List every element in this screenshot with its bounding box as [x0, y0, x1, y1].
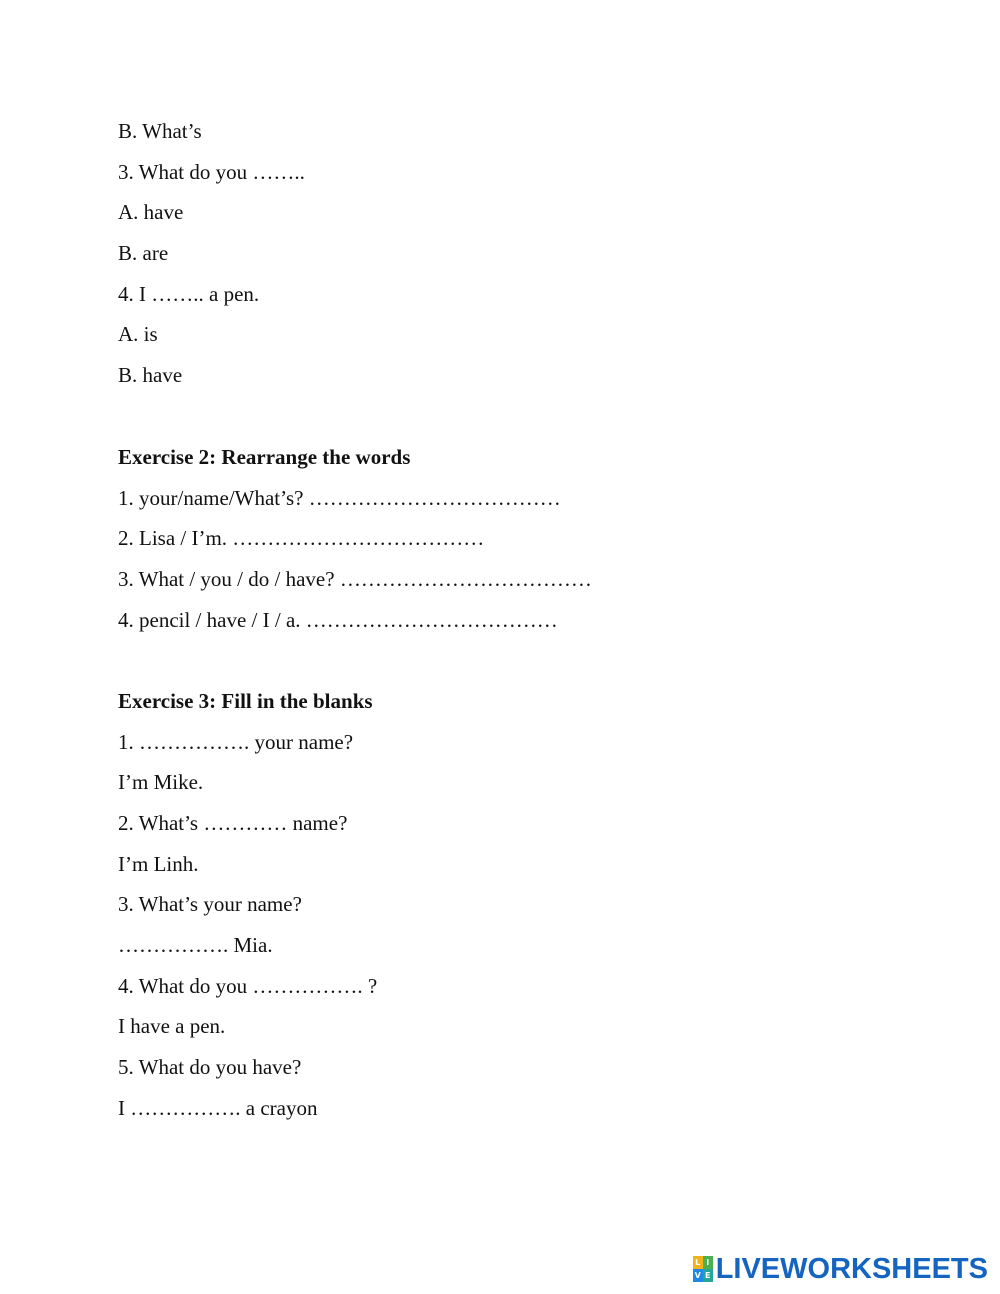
exercise-3-question-3: 3. What’s your name?: [118, 892, 302, 916]
exercise-3-question-2: 2. What’s ………… name?: [118, 811, 348, 835]
logo-letter-l: L: [693, 1256, 703, 1269]
exercise-3-question-4: 4. What do you ……………. ?: [118, 974, 378, 998]
option-b-whats: B. What’s: [118, 119, 202, 143]
exercise-3-answer-1: I’m Mike.: [118, 770, 204, 794]
logo-letter-v: V: [694, 1271, 701, 1280]
logo-letter-e: E: [703, 1269, 713, 1282]
liveworksheets-logo-icon: [693, 1256, 713, 1282]
exercise-3-answer-5: I ……………. a crayon: [118, 1096, 318, 1120]
exercise-2-item-4: 4. pencil / have / I / a. ………………………………: [118, 608, 558, 632]
option-b-are: B. are: [118, 241, 169, 265]
exercise-3-heading: Exercise 3: Fill in the blanks: [118, 689, 373, 713]
liveworksheets-logo: [693, 1253, 988, 1285]
exercise-2-heading: Exercise 2: Rearrange the words: [118, 445, 411, 469]
logo-letter-i: I: [703, 1256, 713, 1269]
liveworksheets-logo-text: LIVEWORKSHEETS: [715, 1253, 988, 1285]
option-a-have: A. have: [118, 200, 184, 224]
question-4: 4. I …….. a pen.: [118, 282, 260, 306]
exercise-3-answer-4: I have a pen.: [118, 1014, 226, 1038]
exercise-2-item-1: 1. your/name/What’s? ………………………………: [118, 486, 561, 510]
exercise-2-item-2: 2. Lisa / I’m. ………………………………: [118, 526, 485, 550]
exercise-3-answer-2: I’m Linh.: [118, 852, 199, 876]
exercise-3-question-1: 1. ……………. your name?: [118, 730, 354, 754]
option-a-is: A. is: [118, 322, 158, 346]
exercise-3-question-5: 5. What do you have?: [118, 1055, 302, 1079]
exercise-3-answer-3: ……………. Mia.: [118, 933, 273, 957]
question-3: 3. What do you ……..: [118, 160, 305, 184]
option-b-have: B. have: [118, 363, 183, 387]
exercise-2-item-3: 3. What / you / do / have? ………………………………: [118, 567, 592, 591]
